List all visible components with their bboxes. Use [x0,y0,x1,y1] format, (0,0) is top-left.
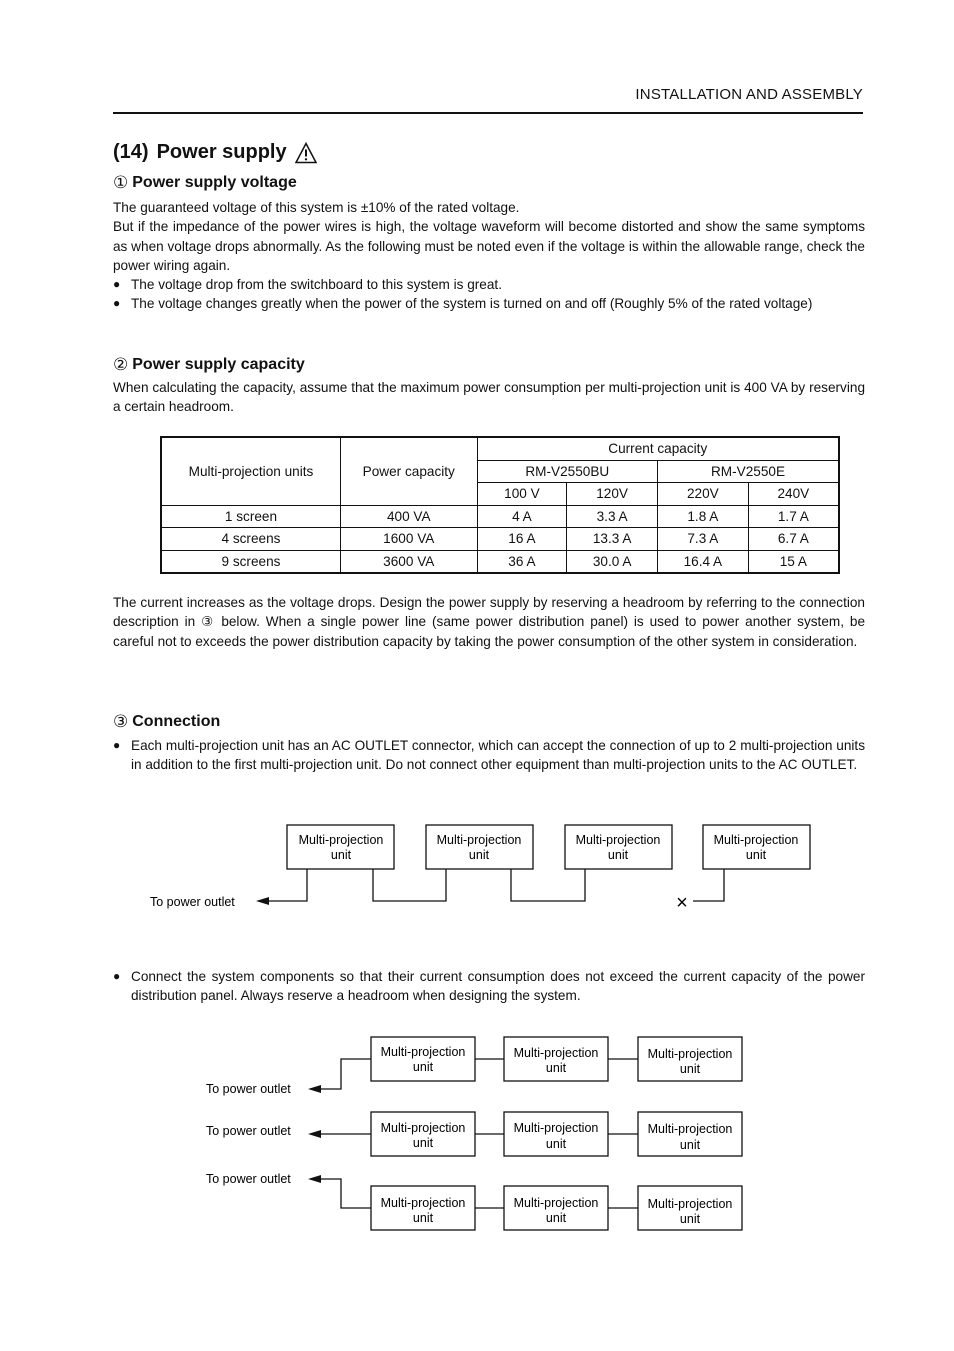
table-cell: 3600 VA [340,550,477,573]
unit-box [287,825,394,869]
unit-box [504,1112,608,1156]
header-voltage: 100 V [477,483,567,506]
unit-label: unit [679,1138,701,1152]
unit-box [638,1037,742,1081]
unit-label: Multi-projection [380,1121,466,1135]
connection-bullet: ● Each multi-projection unit has an AC OUTLET connector, which can accept the connection of up to 2 multi-projection units in addition to the first multi-projection unit. Do not connect other equipment than multi-projection units to the AC OUTLET. [113,736,865,775]
section-number: (14) [113,141,149,163]
header-current: Current capacity [477,437,839,460]
unit-label: Multi-projection [647,1197,733,1211]
outlet-label: To power outlet [150,895,235,909]
voltage-p2: But if the impedance of the power wires is high, the voltage waveform will become distorted and show the same symptoms as when voltage drops abnormally. As the following must be noted even if the voltage is within the allowable range, check the power wiring again. [113,219,865,273]
unit-label: Multi-projection [513,1196,599,1210]
arrow-icon [308,1175,321,1183]
voltage-p1: The guaranteed voltage of this system is ±10% of the rated voltage. [113,200,520,215]
table-cell: 1.7 A [748,505,839,528]
unit-label: unit [468,848,490,862]
unit-label: Multi-projection [298,833,384,847]
unit-label: unit [545,1211,567,1225]
unit-box [371,1112,475,1156]
unit-label: Multi-projection [380,1196,466,1210]
header-units: Multi-projection units [161,437,340,505]
warning-triangle-icon [295,142,317,164]
capacity-note: The current increases as the voltage drops. Design the power supply by reserving a headroom by referring to the connection description in ③ below. When a single power line (same power distribution panel) is used to power another system, be careful not to exceeds the power distribution capacity by taking the power consumption of the other system in consideration. [113,595,865,649]
outlet-label: To power outlet [206,1124,291,1138]
unit-label: unit [545,1061,567,1075]
table-cell: 13.3 A [567,528,658,551]
unit-label: Multi-projection [713,833,799,847]
arrow-icon [308,1085,321,1093]
capacity-heading [113,355,305,375]
arrow-icon [308,1130,321,1138]
unit-label: Multi-projection [647,1122,733,1136]
header-power: Power capacity [340,437,477,505]
capacity-title: Power supply capacity [132,356,305,373]
table-cell: 1600 VA [340,528,477,551]
unit-label: unit [679,1212,701,1226]
voltage-title: Power supply voltage [132,174,297,191]
table-cell: 15 A [748,550,839,573]
header-model-e: RM-V2550E [658,460,840,483]
connection-heading [113,712,220,732]
header-voltage: 220V [658,483,749,506]
table-cell: 36 A [477,550,567,573]
unit-box [504,1186,608,1230]
table-header-row [161,437,839,460]
unit-label: Multi-projection [513,1121,599,1135]
unit-label: unit [545,1137,567,1151]
table-cell: 1.8 A [658,505,749,528]
capacity-number: ② [113,355,129,374]
header-voltage: 240V [748,483,839,506]
table-cell: 4 screens [161,528,340,551]
table-row [161,550,839,573]
unit-label: unit [679,1062,701,1076]
table-cell: 3.3 A [567,505,658,528]
table-cell: 4 A [477,505,567,528]
voltage-number: ① [113,173,129,192]
outlet-label: To power outlet [206,1082,291,1096]
unit-label: unit [607,848,629,862]
connection-body-1 [113,736,865,775]
unit-label: Multi-projection [380,1045,466,1059]
header-rule [113,112,863,114]
voltage-bullet: ● The voltage changes greatly when the power of the system is turned on and off (Roughly 5% of the rated voltage) [113,294,865,313]
header-model-bu: RM-V2550BU [477,460,657,483]
table-cell: 6.7 A [748,528,839,551]
table-cell: 9 screens [161,550,340,573]
table-cell: 7.3 A [658,528,749,551]
unit-box [703,825,810,869]
unit-label: Multi-projection [575,833,661,847]
connection-title: Connection [132,713,221,730]
connection-number: ③ [113,712,129,731]
capacity-table [160,436,840,574]
table-cell: 16 A [477,528,567,551]
unit-label: unit [412,1211,434,1225]
voltage-heading [113,173,297,193]
section-title [113,141,317,164]
header-voltage: 120V [567,483,658,506]
unit-box [565,825,672,869]
table-row [161,528,839,551]
table-row [161,505,839,528]
table-cell: 1 screen [161,505,340,528]
unit-label: unit [412,1136,434,1150]
capacity-intro: When calculating the capacity, assume that the maximum power consumption per multi-projection unit is 400 VA by reserving a certain headroom. [113,380,865,415]
unit-box [638,1112,742,1156]
unit-label: Multi-projection [513,1046,599,1060]
unit-label: unit [745,848,767,862]
unit-box [504,1037,608,1081]
unit-box [426,825,533,869]
connection-body-2 [113,967,865,1006]
table-cell: 16.4 A [658,550,749,573]
unit-label: unit [330,848,352,862]
outlet-label: To power outlet [206,1172,291,1186]
unit-label: unit [412,1060,434,1074]
unit-box [371,1037,475,1081]
voltage-bullet: ● The voltage drop from the switchboard to this system is great. [113,275,865,294]
connection-bullet: ● Connect the system components so that their current consumption does not exceed the current capacity of the power distribution panel. Always reserve a headroom when designing the system. [113,967,865,1006]
table-cell: 30.0 A [567,550,658,573]
unit-label: Multi-projection [647,1047,733,1061]
cross-icon: × [676,892,688,914]
unit-box [371,1186,475,1230]
running-header: INSTALLATION AND ASSEMBLY [635,86,863,103]
voltage-body [113,198,865,314]
section-heading: Power supply [156,141,287,163]
table-cell: 400 VA [340,505,477,528]
arrow-icon [256,897,269,905]
unit-label: Multi-projection [436,833,522,847]
unit-box [638,1186,742,1230]
